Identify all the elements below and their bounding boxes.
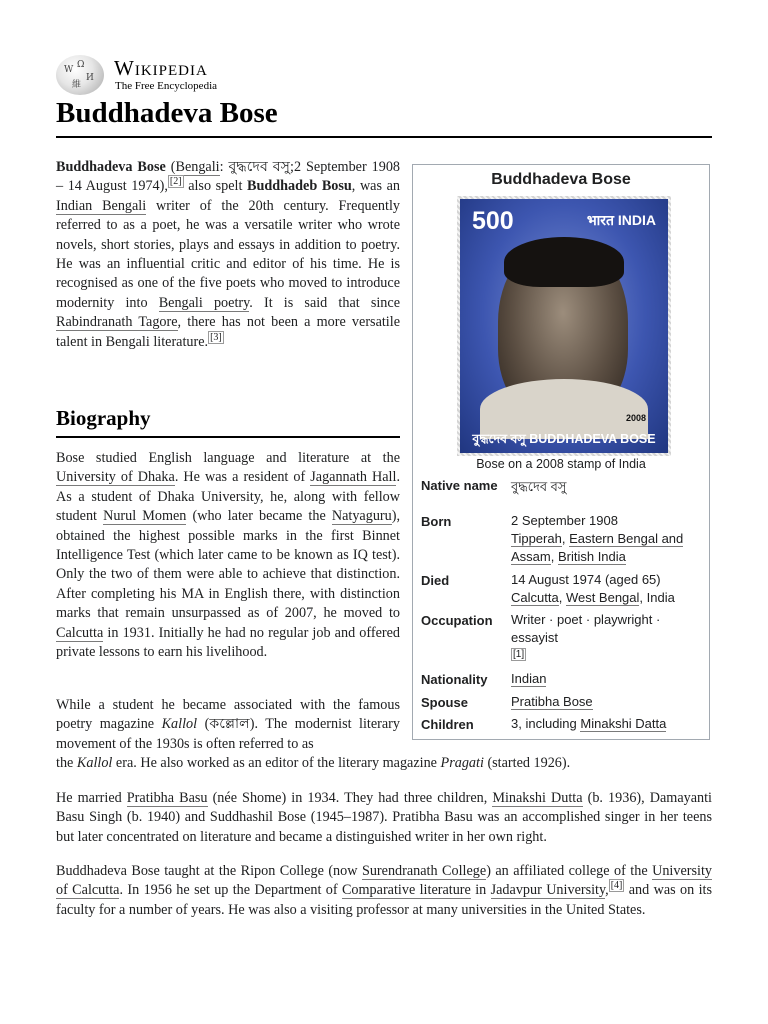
- bio-text: While a student he became associated with the famous poetry magazine: [56, 697, 400, 733]
- bengali-name: : বুদ্ধদেব বসু;: [219, 159, 294, 175]
- calcutta-link[interactable]: Calcutta: [511, 590, 559, 605]
- globe-glyph: W: [64, 65, 74, 75]
- children-text: 3, including: [511, 716, 581, 731]
- died-value: 14 August 1974 (aged 65) Calcutta, West Bengal, India: [511, 572, 675, 605]
- died-country: India: [646, 590, 675, 605]
- occupation-value: [511, 611, 701, 665]
- nationality-label: Nationality: [421, 672, 488, 687]
- lead-dates: 2 September 1908 – 14 August 1974),: [56, 159, 401, 195]
- lead-text: . It is said that since: [249, 294, 400, 311]
- children-value: [511, 715, 701, 733]
- bio-text: in 1931. Initially he had no regular job and offered private lessons to earn his livelihood.: [56, 624, 400, 661]
- tipperah-link[interactable]: Tipperah: [511, 531, 562, 546]
- born-label: Born: [421, 514, 452, 529]
- stamp-country: भारत INDIA: [586, 212, 656, 228]
- bio-text: in: [470, 882, 491, 899]
- alt-name: Buddhadeb Bosu: [247, 178, 352, 195]
- university-of-dhaka-link[interactable]: University of Dhaka: [56, 469, 175, 486]
- globe-glyph: Ω: [77, 60, 85, 70]
- bengali-link[interactable]: Bengali: [175, 159, 220, 175]
- occupation-label: Occupation: [421, 613, 493, 628]
- bio-text: the: [56, 755, 77, 771]
- pratibha-basu-link[interactable]: Pratibha Basu: [126, 790, 208, 806]
- kallol-title: Kallol: [76, 755, 113, 771]
- bio-text: ), obtained the highest possible marks in the first Binnet Intelligence Test (which later came to be known as IQ test). Only the two of them were able to achieve that distinction. After completing his MA in English there, with distinction marks that remain unsurpassed as of 2007, he moved to: [56, 508, 401, 622]
- lead-name: Buddhadeva Bose: [56, 159, 166, 175]
- stamp-portrait-hair: [504, 237, 624, 287]
- bio-text: (who later became the: [186, 508, 332, 525]
- bio-text: He married: [56, 790, 127, 806]
- bio-text: . In 1956 he set up the Department of: [119, 882, 342, 899]
- calcutta-link[interactable]: Calcutta: [56, 624, 104, 641]
- eastern-bengal-assam-link[interactable]: Eastern Bengal and Assam: [511, 531, 684, 564]
- stamp-portrait-shirt: [480, 379, 648, 439]
- tagore-link[interactable]: Rabindranath Tagore: [56, 314, 178, 331]
- natyaguru-link[interactable]: Natyaguru: [331, 508, 392, 525]
- bio-text: (née Shome) in 1934. They had three children,: [207, 790, 493, 806]
- born-date: 2 September 1908: [511, 513, 618, 528]
- comparative-literature-link[interactable]: Comparative literature: [341, 882, 471, 899]
- wikipedia-globe-logo[interactable]: [56, 55, 104, 95]
- ref-4[interactable]: [4]: [610, 880, 623, 892]
- native-name-value: বুদ্ধদেব বসু: [511, 479, 567, 494]
- british-india-link[interactable]: British India: [557, 549, 626, 564]
- page-title: Buddhadeva Bose: [56, 97, 278, 129]
- minakshi-datta-link[interactable]: Minakshi Datta: [580, 716, 667, 731]
- biography-paragraph-continued: [56, 754, 712, 773]
- biography-paragraph: While a student he became associated with the famous poetry magazine Kallol (কল্লোল). The modernist literary movement of the 1930s is often referred to as: [56, 697, 400, 752]
- born-value: 2 September 1908 Tipperah, Eastern Bengal and Assam, British India: [511, 513, 684, 564]
- bio-text: (b. 1936), Damayanti Basu Singh (b. 1940) and Suddhashil Bose (1945–1987). Pratibha Basu was an accomplished singer in her teens but later concentrated on literature and became a distinguished writer in her own right.: [56, 790, 712, 845]
- stamp-image[interactable]: [457, 196, 671, 456]
- lead-text: writer of the 20th century. Frequently referred to as a poet, he was a versatile writer who wrote novels, short stories, plays and essays in addition to poetry. He was an influential critic and editor of his time. He is recognised as one of the five poets who moved to introduce modernity into: [56, 197, 401, 311]
- jagannath-hall-link[interactable]: Jagannath Hall: [310, 469, 397, 486]
- nationality-value: [511, 670, 701, 688]
- spouse-label: Spouse: [421, 695, 468, 710]
- indian-link[interactable]: Indian: [511, 671, 547, 686]
- bio-text: Buddhadeva Bose taught at the Ripon College (now: [56, 863, 362, 879]
- bio-text: . As a student of Dhaka University, he, along with fellow student: [56, 469, 400, 525]
- bengali-poetry-link[interactable]: Bengali poetry: [158, 294, 250, 311]
- jadavpur-university-link[interactable]: Jadavpur University: [490, 882, 606, 899]
- kallol-title: Kallol: [161, 716, 198, 733]
- bio-text: . He was a resident of: [174, 469, 311, 486]
- wordmark-title[interactable]: Wikipedia: [114, 56, 208, 80]
- pratibha-bose-link[interactable]: Pratibha Bose: [511, 694, 593, 709]
- biography-paragraph: [56, 789, 712, 847]
- kallol-bengali: কল্লোল: [209, 716, 250, 733]
- stamp-name: বুদ্ধদেব বসু BUDDHADEVA BOSE: [472, 432, 656, 446]
- spouse-value: [511, 693, 701, 711]
- section-heading-biography: Biography: [56, 406, 151, 430]
- biography-paragraph: [56, 449, 400, 662]
- stamp-artwork: [460, 199, 668, 453]
- bio-text: (started 1926).: [483, 755, 571, 771]
- bio-text: ) an affiliated college of the: [486, 863, 653, 879]
- children-label: Children: [421, 717, 474, 732]
- minakshi-dutta-link[interactable]: Minakshi Dutta: [492, 790, 583, 806]
- lead-text: , there has not been a more versatile talent in Bengali literature.: [56, 314, 400, 350]
- infobox: [412, 164, 710, 740]
- bio-text: and was on its faculty for a number of years. He was also a visiting professor at many universities in the United States.: [56, 882, 712, 918]
- bio-text: ). The modernist literary movement of the 1930s is often referred to as: [56, 716, 400, 752]
- globe-glyph: 維: [72, 80, 82, 90]
- ref-3[interactable]: [3]: [210, 331, 222, 343]
- bio-text: ,: [605, 882, 609, 899]
- globe-glyph: И: [86, 73, 94, 83]
- stamp-year: 2008: [625, 413, 646, 423]
- died-date: 14 August 1974 (aged 65): [511, 572, 661, 587]
- wikipedia-header[interactable]: [56, 53, 256, 97]
- indian-bengali-link[interactable]: Indian Bengali: [56, 197, 147, 214]
- section-divider: [56, 436, 400, 438]
- stamp-value: 500: [472, 207, 514, 235]
- nurul-momen-link[interactable]: Nurul Momen: [103, 508, 187, 525]
- west-bengal-link[interactable]: West Bengal: [565, 590, 640, 605]
- occupation-text: Writer · poet · playwright · essayist: [511, 612, 661, 645]
- surendranath-college-link[interactable]: Surendranath College: [361, 863, 487, 879]
- wordmark-tagline: The Free Encyclopedia: [115, 80, 218, 92]
- university-of-calcutta-link[interactable]: University of Calcutta: [56, 863, 712, 899]
- biography-paragraph: [56, 862, 712, 920]
- lead-paragraph: Buddhadeva Bose (Bengali: বুদ্ধদেব বসু;2 September 1908 – 14 August 1974), [2] also spelt Buddhadeb Bosu, was an Indian Bengali writer of the 20th century. Frequently referred to as a poet, he was a versatile writer who wrote novels, short stories, plays and essays in addition to poetry. He was an influential critic and editor of his time. He is recognised as one of the five poets who moved to introduce modernity into Bengali poetry. It is said that since Rabindranath Tagore, there has not been a more versatile talent in Bengali literature. [3]: [56, 159, 401, 350]
- stamp-caption: Bose on a 2008 stamp of India: [476, 457, 646, 471]
- ref-2[interactable]: [2]: [169, 176, 182, 188]
- ref-1[interactable]: [1]: [513, 649, 525, 660]
- bio-text: era. He also worked as an editor of the literary magazine: [112, 755, 441, 771]
- infobox-title: Buddhadeva Bose: [491, 171, 631, 188]
- died-label: Died: [421, 573, 450, 588]
- pragati-title: Pragati: [440, 755, 484, 771]
- title-divider: [56, 136, 712, 138]
- native-name-label: Native name: [421, 478, 498, 493]
- lead-text: also spelt: [183, 178, 248, 195]
- lead-text: , was an: [351, 178, 400, 195]
- bio-text: Bose studied English language and literature at the: [56, 450, 400, 466]
